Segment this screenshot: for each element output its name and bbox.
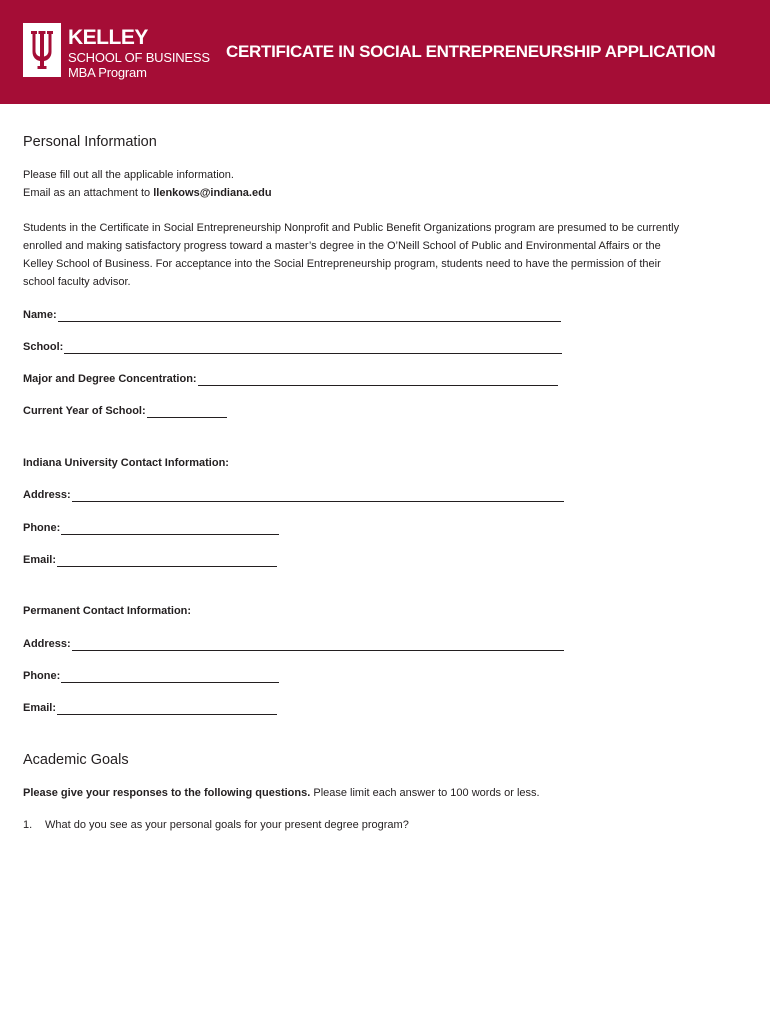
school-label: School:: [23, 341, 64, 353]
question-number: 1.: [23, 819, 33, 831]
iu-trident-icon: [23, 23, 61, 77]
school-input-line[interactable]: [64, 342, 562, 354]
instruction-line-2: [23, 186, 272, 200]
permanent-phone-input-line[interactable]: [61, 671, 279, 683]
school-field-row: [23, 340, 562, 354]
question-text: What do you see as your personal goals for your present degree program?: [45, 819, 409, 831]
contact-email-link[interactable]: llenkows@indiana.edu: [153, 187, 272, 199]
permanent-email-label: Email:: [23, 702, 57, 714]
iu-address-label: Address:: [23, 489, 71, 501]
name-input-line[interactable]: [58, 310, 561, 322]
instruction-prefix: Email as an attachment to: [23, 187, 154, 199]
major-field-row: [23, 372, 558, 386]
eligibility-paragraph-line-4: school faculty advisor.: [23, 276, 131, 288]
eligibility-paragraph-line-1: Students in the Certificate in Social Entrepreneurship Nonprofit and Public Benefit Organizations program are presumed to be currently: [23, 222, 680, 234]
iu-phone-row: [23, 521, 279, 535]
eligibility-paragraph-line-2: enrolled and making satisfactory progress toward a master’s degree in the O’Neill School of Public and Environmental Affairs or the: [23, 240, 661, 252]
brand-name: KELLEY: [68, 26, 148, 49]
iu-address-input-line[interactable]: [72, 490, 564, 502]
brand-program: MBA Program: [68, 65, 147, 80]
question-1: [23, 818, 409, 832]
iu-contact-heading: Indiana University Contact Information:: [23, 457, 229, 469]
iu-email-row: [23, 553, 277, 567]
year-label: Current Year of School:: [23, 405, 146, 417]
permanent-address-label: Address:: [23, 638, 71, 650]
iu-phone-label: Phone:: [23, 522, 61, 534]
permanent-address-row: [23, 637, 564, 651]
academic-instructions: [23, 786, 540, 800]
eligibility-paragraph-line-3: Kelley School of Business. For acceptance into the Social Entrepreneurship program, students need to have the permission of their: [23, 258, 661, 270]
permanent-email-row: [23, 701, 277, 715]
year-field-row: [23, 404, 227, 418]
personal-information-heading: Personal Information: [23, 134, 157, 150]
name-label: Name:: [23, 309, 57, 321]
iu-email-label: Email:: [23, 554, 57, 566]
permanent-phone-row: [23, 669, 279, 683]
major-input-line[interactable]: [198, 374, 558, 386]
iu-address-row: [23, 488, 564, 502]
academic-instructions-rest: Please limit each answer to 100 words or less.: [310, 787, 540, 799]
iu-email-input-line[interactable]: [57, 555, 277, 567]
year-input-line[interactable]: [147, 406, 227, 418]
permanent-phone-label: Phone:: [23, 670, 61, 682]
academic-goals-heading: Academic Goals: [23, 752, 129, 768]
document-title: CERTIFICATE IN SOCIAL ENTREPRENEURSHIP APPLICATION: [226, 42, 716, 61]
iu-phone-input-line[interactable]: [61, 523, 279, 535]
permanent-email-input-line[interactable]: [57, 703, 277, 715]
brand-school: SCHOOL OF BUSINESS: [68, 50, 210, 65]
major-label: Major and Degree Concentration:: [23, 373, 197, 385]
instruction-line-1: Please fill out all the applicable information.: [23, 169, 234, 181]
name-field-row: [23, 308, 561, 322]
permanent-contact-heading: Permanent Contact Information:: [23, 605, 192, 617]
academic-instructions-bold: Please give your responses to the following questions.: [23, 787, 311, 799]
header-banner: [0, 0, 770, 104]
permanent-address-input-line[interactable]: [72, 639, 564, 651]
